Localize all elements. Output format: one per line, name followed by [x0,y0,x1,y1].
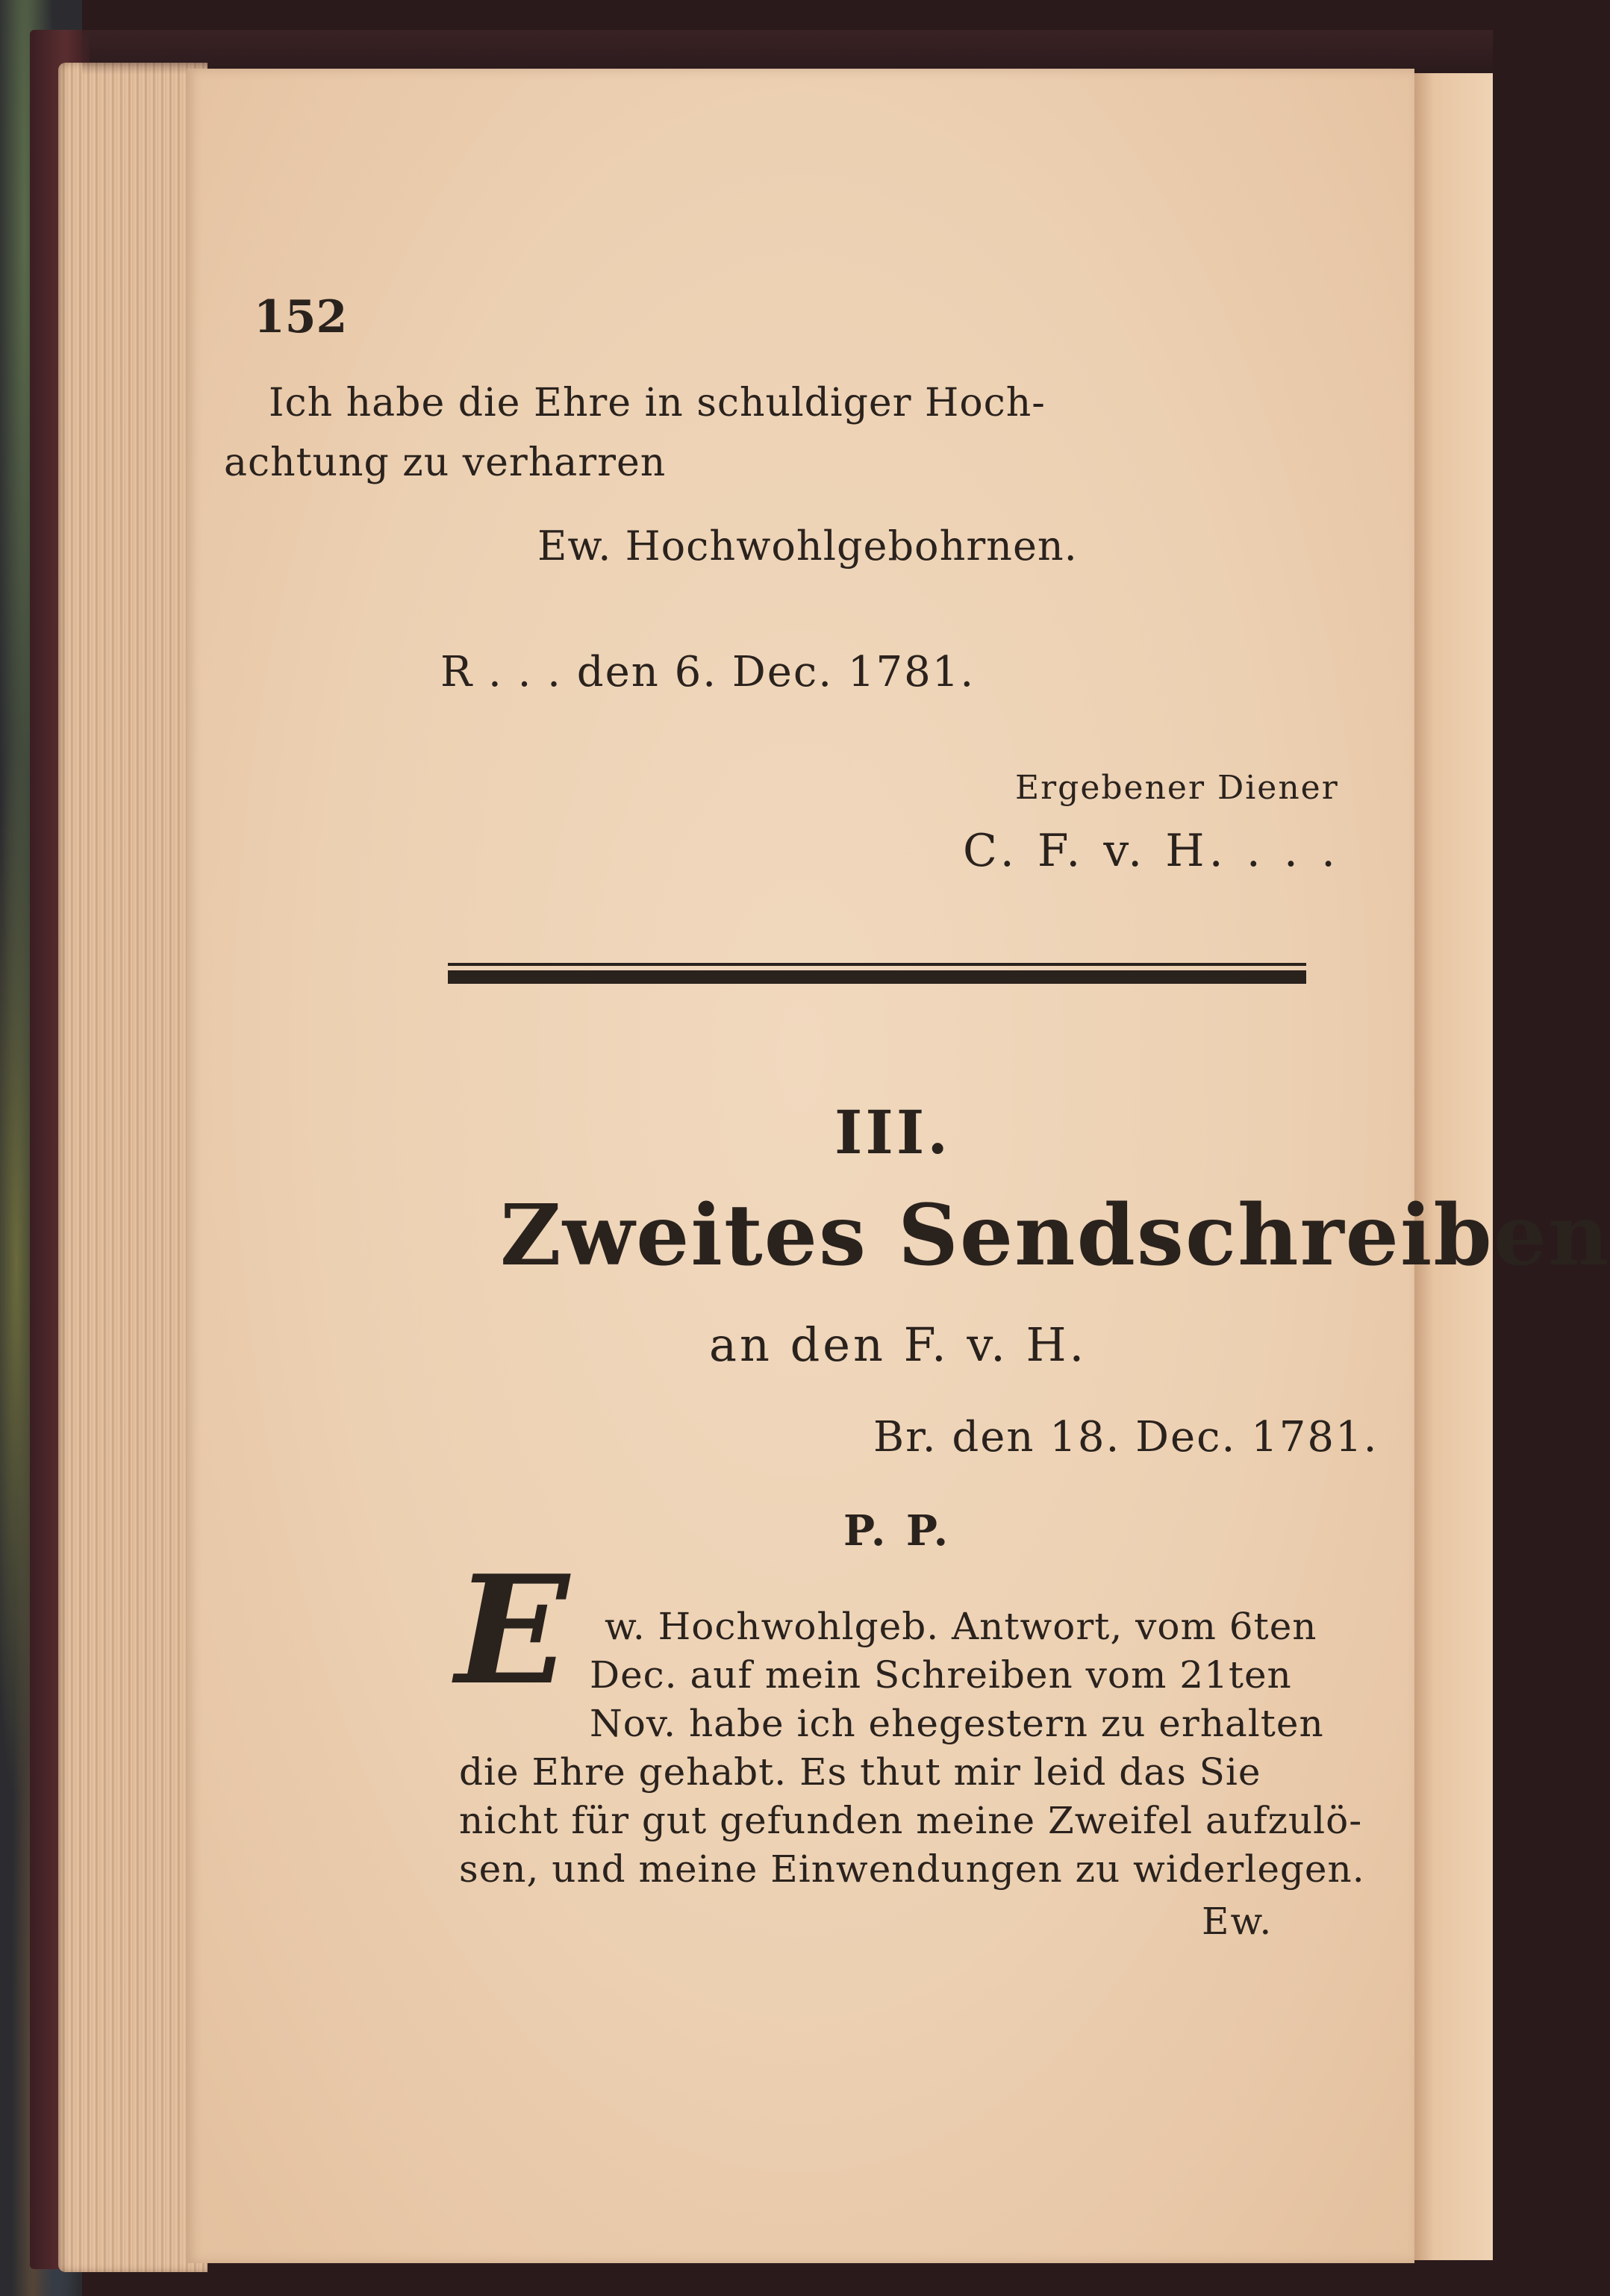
signoff: Ergebener Diener [1015,769,1339,807]
section-subtitle: an den F. v. H. [709,1317,1088,1372]
body-line: sen, und meine Einwendungen zu widerlegen. [459,1847,1365,1891]
facing-page-edge [1414,73,1493,2260]
section-number: III. [834,1097,952,1167]
closing-paragraph [224,373,1344,493]
page-number: 152 [254,291,348,343]
body-line: nicht für gut gefunden meine Zweifel aufzulö- [459,1799,1363,1842]
place-date: R . . . den 6. Dec. 1781. [440,648,976,696]
binding-shadow [82,30,1493,75]
closing-line-1: Ich habe die Ehre in schuldiger Hoch- [269,381,1046,425]
page-edges [58,63,208,2272]
catchword: Ew. [1202,1900,1273,1943]
salutation: Ew. Hochwohlgebohrnen. [537,522,1078,570]
greeting: P. P. [843,1506,952,1556]
section-divider-rule [448,963,1306,984]
body-line: w. Hochwohlgeb. Antwort, vom 6ten [605,1605,1317,1648]
letter-date: Br. den 18. Dec. 1781. [873,1413,1379,1461]
drop-cap: E [455,1543,570,1718]
body-line: die Ehre gehabt. Es thut mir leid das Sie [459,1750,1261,1794]
section-title: Zweites Sendschreiben [500,1187,1610,1285]
body-line: Nov. habe ich ehegestern zu erhalten [590,1702,1324,1745]
closing-line-2: achtung zu verharren [224,440,667,485]
signature: C. F. v. H. . . . [963,825,1341,877]
body-line: Dec. auf mein Schreiben vom 21ten [590,1653,1292,1697]
